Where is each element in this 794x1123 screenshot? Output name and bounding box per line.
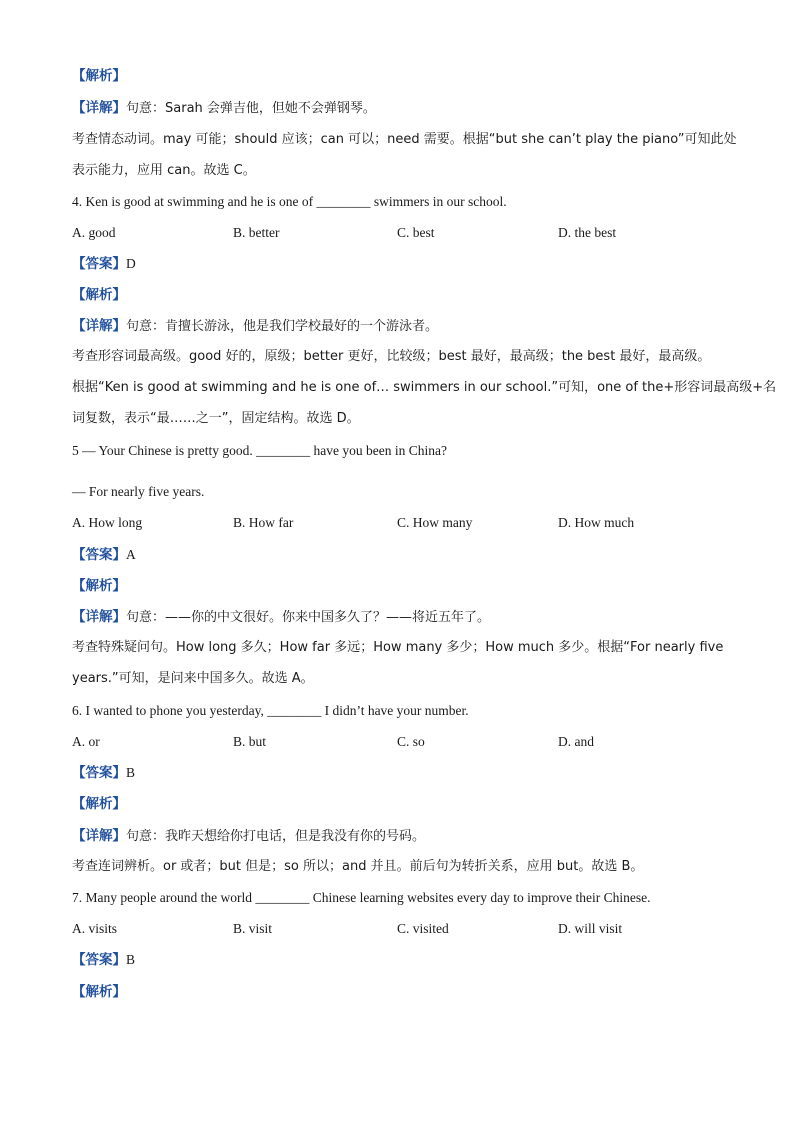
detail-line — [72, 98, 376, 119]
answer-value: D — [126, 256, 136, 271]
detail-text: 句意：我昨天想给你打电话，但是我没有你的号码。 — [126, 829, 426, 844]
explanation-line: 考查特殊疑问句。How long 多久；How far 多远；How many 多少；How much 多少。根据“For nearly five — [72, 640, 724, 655]
option-b: B. but — [233, 734, 267, 749]
answer-tag: 【答案】 — [72, 547, 126, 563]
analysis-heading: 【解析】 — [72, 578, 126, 594]
option-a: A. visits — [72, 921, 118, 936]
option-c: C. visited — [397, 921, 449, 936]
option-b: B. How far — [233, 515, 294, 530]
answer-line — [72, 254, 136, 274]
question-stem: 4. Ken is good at swimming and he is one of ________ swimmers in our school. — [72, 194, 507, 209]
answer-tag: 【答案】 — [72, 952, 126, 968]
explanation-line: years.”可知，是问来中国多久。故选 A。 — [72, 671, 314, 686]
detail-line — [72, 607, 490, 628]
option-d: D. will visit — [558, 921, 623, 936]
answer-line — [72, 545, 136, 565]
detail-tag: 【详解】 — [72, 828, 126, 844]
option-c: C. so — [397, 734, 425, 749]
answer-value: B — [126, 765, 136, 780]
detail-tag: 【详解】 — [72, 318, 126, 334]
analysis-heading: 【解析】 — [72, 796, 126, 812]
option-c: C. How many — [397, 515, 473, 530]
answer-line — [72, 950, 135, 970]
answer-value: B — [126, 952, 136, 967]
option-a: A. good — [72, 225, 116, 240]
option-d: D. and — [558, 734, 594, 749]
explanation-line: 考查情态动词。may 可能；should 应该；can 可以；need 需要。根据“but she can’t play the piano”可知此处 — [72, 132, 737, 147]
explanation-line: 考查形容词最高级。good 好的，原级；better 更好，比较级；best 最好，最高级；the best 最好，最高级。 — [72, 349, 711, 364]
detail-line — [72, 316, 438, 337]
explanation-line: 根据“Ken is good at swimming and he is one of… swimmers in our school.”可知，one of the+形容词最高级+名 — [72, 380, 777, 395]
detail-tag: 【详解】 — [72, 609, 126, 625]
detail-tag: 【详解】 — [72, 100, 126, 116]
explanation-line: 考查连词辨析。or 或者；but 但是；so 所以；and 并且。前后句为转折关系，应用 but。故选 B。 — [72, 859, 644, 874]
explanation-line: 表示能力，应用 can。故选 C。 — [72, 163, 256, 178]
option-a: A. How long — [72, 515, 143, 530]
option-c: C. best — [397, 225, 435, 240]
question-stem: 5 — Your Chinese is pretty good. ________ have you been in China? — [72, 443, 447, 458]
detail-text: 句意：——你的中文很好。你来中国多久了？——将近五年了。 — [126, 610, 491, 625]
answer-tag: 【答案】 — [72, 765, 126, 781]
analysis-heading: 【解析】 — [72, 287, 126, 303]
dialog-reply: — For nearly five years. — [72, 484, 205, 499]
answer-value: A — [126, 547, 136, 562]
question-stem: 6. I wanted to phone you yesterday, ________ I didn’t have your number. — [72, 703, 469, 718]
option-d: D. How much — [558, 515, 635, 530]
option-b: B. better — [233, 225, 280, 240]
detail-text: 句意：肯擅长游泳，他是我们学校最好的一个游泳者。 — [126, 319, 439, 334]
question-stem: 7. Many people around the world ________ Chinese learning websites every day to improve their Chinese. — [72, 890, 651, 905]
explanation-line: 词复数，表示“最……之一”，固定结构。故选 D。 — [72, 411, 360, 426]
answer-line — [72, 763, 135, 783]
option-d: D. the best — [558, 225, 617, 240]
analysis-heading: 【解析】 — [72, 984, 126, 1000]
detail-text: 句意：Sarah 会弹吉他，但她不会弹钢琴。 — [126, 101, 376, 116]
detail-line — [72, 826, 425, 847]
option-b: B. visit — [233, 921, 273, 936]
answer-tag: 【答案】 — [72, 256, 126, 272]
analysis-heading: 【解析】 — [72, 68, 126, 84]
option-a: A. or — [72, 734, 100, 749]
